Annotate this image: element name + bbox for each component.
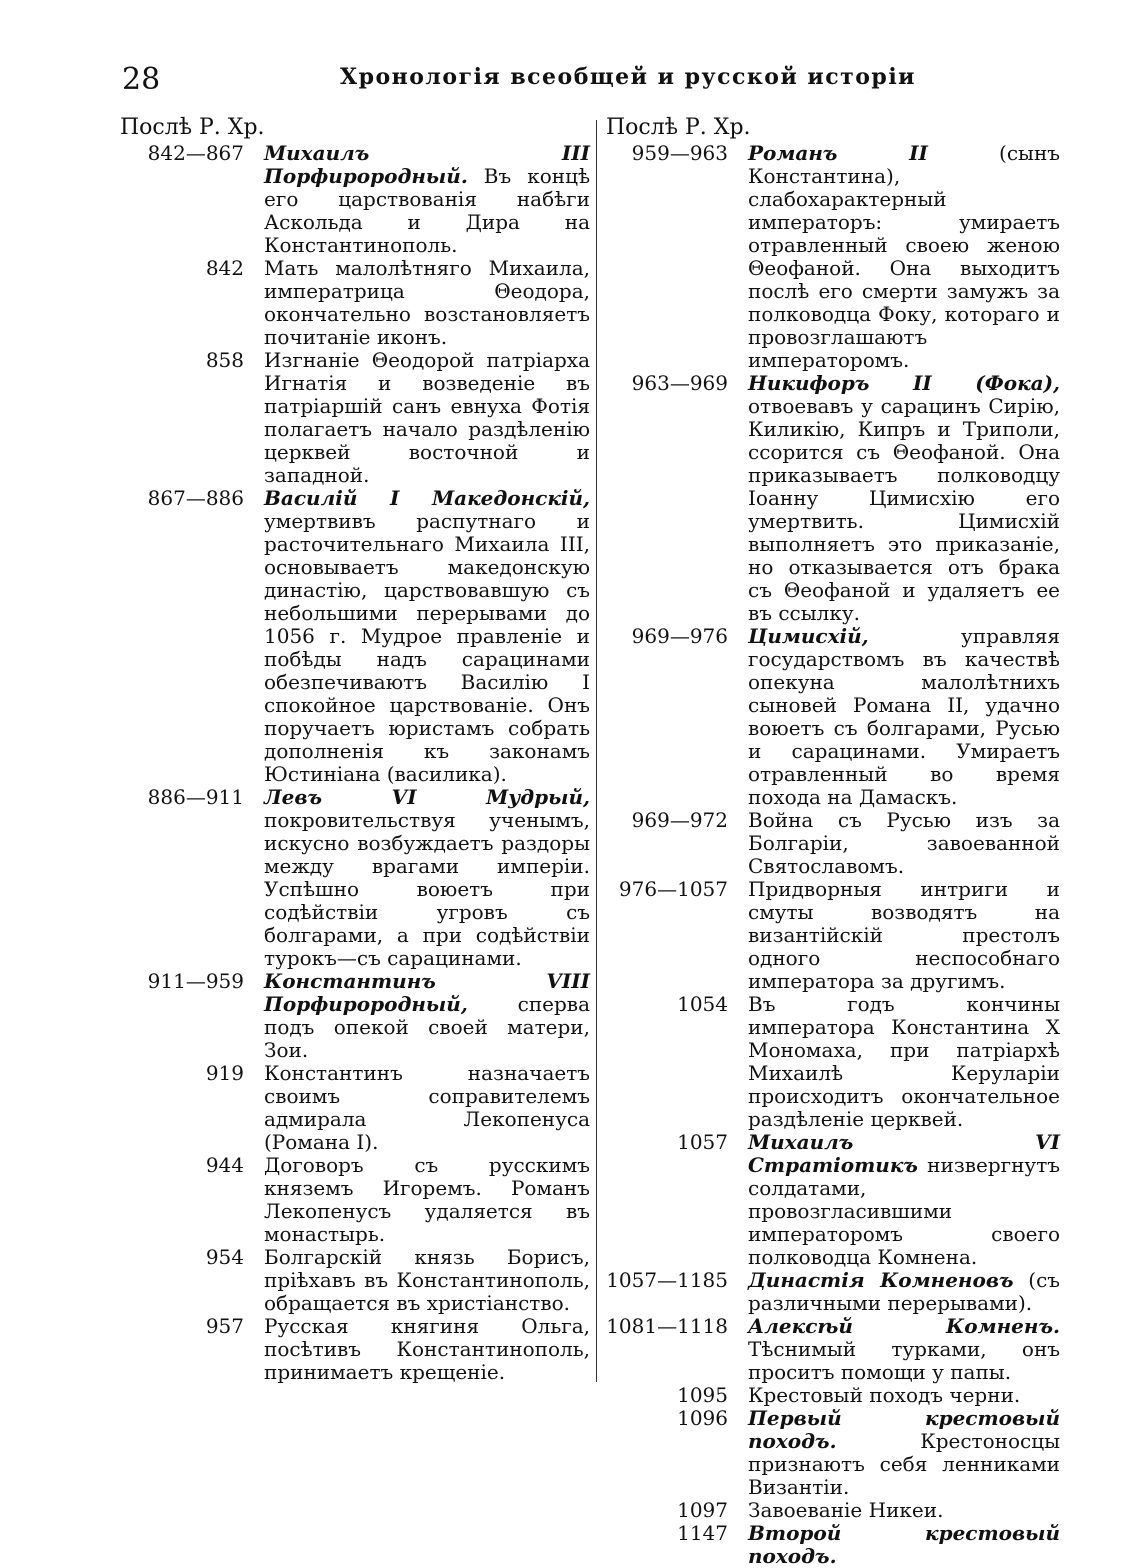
entry-description: Договоръ съ русскимъ княземъ Игоремъ. Романъ Лекопенусъ удаляется въ монастырь.	[264, 1153, 590, 1246]
chronology-entry	[120, 349, 590, 487]
entry-text	[748, 1131, 1060, 1269]
column-heading: Послѣ Р. Хр.	[606, 115, 751, 140]
entry-description: Болгарскій князь Борисъ, пріѣхавъ въ Константинополь, обращается въ христіанство.	[264, 1245, 590, 1315]
right-column	[606, 116, 1060, 1568]
ruler-name: Левъ VI Мудрый,	[264, 785, 590, 809]
entry-text	[264, 1246, 590, 1315]
entry-text	[748, 878, 1060, 993]
entry-year: 954	[205, 1245, 244, 1269]
entry-description: сперва подъ опекой своей матери, Зои.	[264, 992, 590, 1062]
entry-year: 1081—1118	[606, 1314, 728, 1338]
entry-text	[264, 786, 590, 970]
entry-text	[264, 1154, 590, 1246]
entry-description: управляя государствомъ въ качествѣ опекуна малолѣтнихъ сыновей Романа II, удачно воюетъ съ болгарами, Русью и сарацинами. Умираетъ отравленный во время похода на Дамаскъ.	[748, 624, 1060, 809]
entry-description: (сынъ Константина), слабохарактерный императоръ: умираетъ отравленный своею женою Θеофаной. Она выходитъ послѣ его смерти замужъ за полководца Фоку, котораго и провозглашаютъ императоромъ.	[748, 141, 1060, 372]
ruler-name: Никифоръ II (Фока),	[748, 371, 1060, 395]
entry-text	[748, 1522, 1060, 1568]
ruler-name: Михаилъ III Порфирородный.	[264, 141, 590, 188]
entry-text	[264, 257, 590, 349]
entry-description: покровительствуя ученымъ, искусно возбуждаетъ раздоры между врагами имперіи. Успѣшно воюетъ при содѣйствіи угровъ съ болгарами, а при содѣйствіи турокъ—съ сарацинами.	[264, 808, 590, 970]
entry-text	[748, 142, 1060, 372]
entry-description: Въ концѣ его царствованія набѣги Аскольда и Дира на Константинополь.	[264, 164, 591, 257]
entry-description: (съ различными перерывами).	[748, 1268, 1060, 1315]
chronology-entry	[606, 1269, 1060, 1315]
entry-description: Крестоносцы признаютъ себя ленниками Византіи.	[748, 1429, 1060, 1499]
chronology-entry	[120, 257, 590, 349]
ruler-name: Михаилъ VI Стратіотикъ	[748, 1130, 1060, 1177]
left-column	[120, 116, 590, 1384]
entry-year: 1057—1185	[606, 1268, 728, 1292]
chronology-entry	[606, 142, 1060, 372]
ruler-name: Первый крестовый походъ.	[748, 1406, 1060, 1453]
column-heading: Послѣ Р. Хр.	[120, 115, 265, 140]
chronology-entry	[120, 1062, 590, 1154]
chronology-entry	[606, 1131, 1060, 1269]
chronology-entry	[606, 1522, 1060, 1568]
chronology-entry	[606, 993, 1060, 1131]
ruler-name: Цимисхій,	[748, 624, 869, 648]
chronology-entry	[606, 809, 1060, 878]
chronology-entry	[120, 1246, 590, 1315]
entry-description: Крестовый походъ черни.	[748, 1383, 1021, 1407]
entry-text	[748, 1269, 1060, 1315]
entry-description: Въ годъ кончины императора Константина X Мономаха, при патріархѣ Михаилѣ Керуларіи происходитъ окончательное раздѣленіе церквей.	[748, 992, 1060, 1131]
entry-text	[264, 1315, 590, 1384]
entry-text	[748, 1315, 1060, 1384]
entry-text	[748, 993, 1060, 1131]
ruler-name: Алексѣй Комненъ.	[748, 1314, 1060, 1338]
chronology-entry	[606, 625, 1060, 809]
entry-description: Мать малолѣтняго Михаила, императрица Θеодора, окончательно возстановляетъ почитаніе иконъ.	[264, 256, 590, 349]
column-divider	[596, 120, 597, 1382]
ruler-name: Второй крестовый походъ.	[748, 1521, 1060, 1568]
entry-text	[264, 970, 590, 1062]
entry-year: 1097	[677, 1498, 728, 1522]
entry-text	[264, 349, 590, 487]
entry-year: 886—911	[147, 785, 244, 809]
entry-description: Русская княгиня Ольга, посѣтивъ Константинополь, принимаетъ крещеніе.	[264, 1314, 590, 1384]
entry-description: умертвивъ распутнаго и расточительнаго Михаила III, основываетъ македонскую династію, царствовавшую съ небольшими перерывами до 1056 г. Мудрое правленіе и побѣды надъ сарацинами обезпечиваютъ Василію I спокойное царствованіе. Онъ поручаетъ юристамъ собрать дополненія къ законамъ Юстиніана (василика).	[264, 509, 590, 786]
entry-year: 842—867	[147, 141, 244, 165]
chronology-entry	[120, 142, 590, 257]
entry-year: 867—886	[147, 486, 244, 510]
entry-text	[748, 625, 1060, 809]
entry-description: низвергнутъ солдатами, провозгласившими императоромъ своего полководца Комнена.	[748, 1153, 1060, 1269]
entry-text	[748, 809, 1060, 878]
chronology-entry	[606, 1315, 1060, 1384]
entry-year: 959—963	[631, 141, 728, 165]
entry-text	[748, 1384, 1060, 1407]
entry-description: Константинъ назначаетъ своимъ соправителемъ адмирала Лекопенуса (Романа I).	[264, 1061, 590, 1154]
ruler-name: Константинъ VIII Порфирородный,	[264, 969, 590, 1016]
chronology-entry	[120, 786, 590, 970]
entry-text	[748, 372, 1060, 625]
entry-description: Завоеваніе Никеи.	[748, 1498, 944, 1522]
ruler-name: Василій I Македонскій,	[264, 486, 590, 510]
entry-text	[264, 487, 590, 786]
chronology-entry	[120, 1154, 590, 1246]
entry-text	[748, 1407, 1060, 1499]
entry-year: 911—959	[147, 969, 244, 993]
entry-year: 1096	[677, 1406, 728, 1430]
entry-year: 1147	[677, 1521, 728, 1545]
chronology-entry	[120, 1315, 590, 1384]
entry-year: 963—969	[631, 371, 728, 395]
entry-year: 842	[205, 256, 244, 280]
entry-description: Тѣснимый турками, онъ проситъ помощи у папы.	[748, 1337, 1060, 1384]
chronology-entry	[606, 1407, 1060, 1499]
entry-year: 1095	[677, 1383, 728, 1407]
entry-description: Придворныя интриги и смуты возводятъ на византійскій престолъ одного неспособнаго императора за другимъ.	[748, 877, 1060, 993]
entry-year: 957	[205, 1314, 244, 1338]
entry-year: 969—976	[631, 624, 728, 648]
entry-year: 1054	[677, 992, 728, 1016]
ruler-name: Романъ II	[748, 141, 928, 165]
running-title: Хронологія всеобщей и русской исторіи	[340, 64, 916, 90]
entry-text	[264, 142, 590, 257]
page-number: 28	[122, 62, 161, 97]
entry-description: отвоевавъ у сарацинъ Сирію, Киликію, Кипръ и Триполи, ссорится съ Θеофаной. Она приказываетъ полководцу Іоанну Цимисхію его умертвить. Цимисхій выполняетъ это приказаніе, но отказывается отъ брака съ Θеофаной и удаляетъ ее въ ссылку.	[748, 394, 1060, 625]
entry-year: 1057	[677, 1130, 728, 1154]
entry-year: 944	[205, 1153, 244, 1177]
chronology-entry	[606, 878, 1060, 993]
chronology-entry	[606, 372, 1060, 625]
chronology-entry	[120, 970, 590, 1062]
entry-description: Изгнаніе Θеодорой патріарха Игнатія и возведеніе въ патріаршій санъ евнуха Фотія полагаетъ начало раздѣленію церквей восточной и западной.	[264, 348, 590, 487]
entry-year: 919	[205, 1061, 244, 1085]
entry-year: 858	[205, 348, 244, 372]
entry-year: 969—972	[631, 808, 728, 832]
entry-year: 976—1057	[618, 877, 728, 901]
entry-description: Война съ Русью изъ за Болгаріи, завоеванной Святославомъ.	[748, 808, 1060, 878]
entry-text	[264, 1062, 590, 1154]
chronology-entry	[606, 1384, 1060, 1407]
chronology-entry	[120, 487, 590, 786]
ruler-name: Династія Комненовъ	[748, 1268, 1014, 1292]
